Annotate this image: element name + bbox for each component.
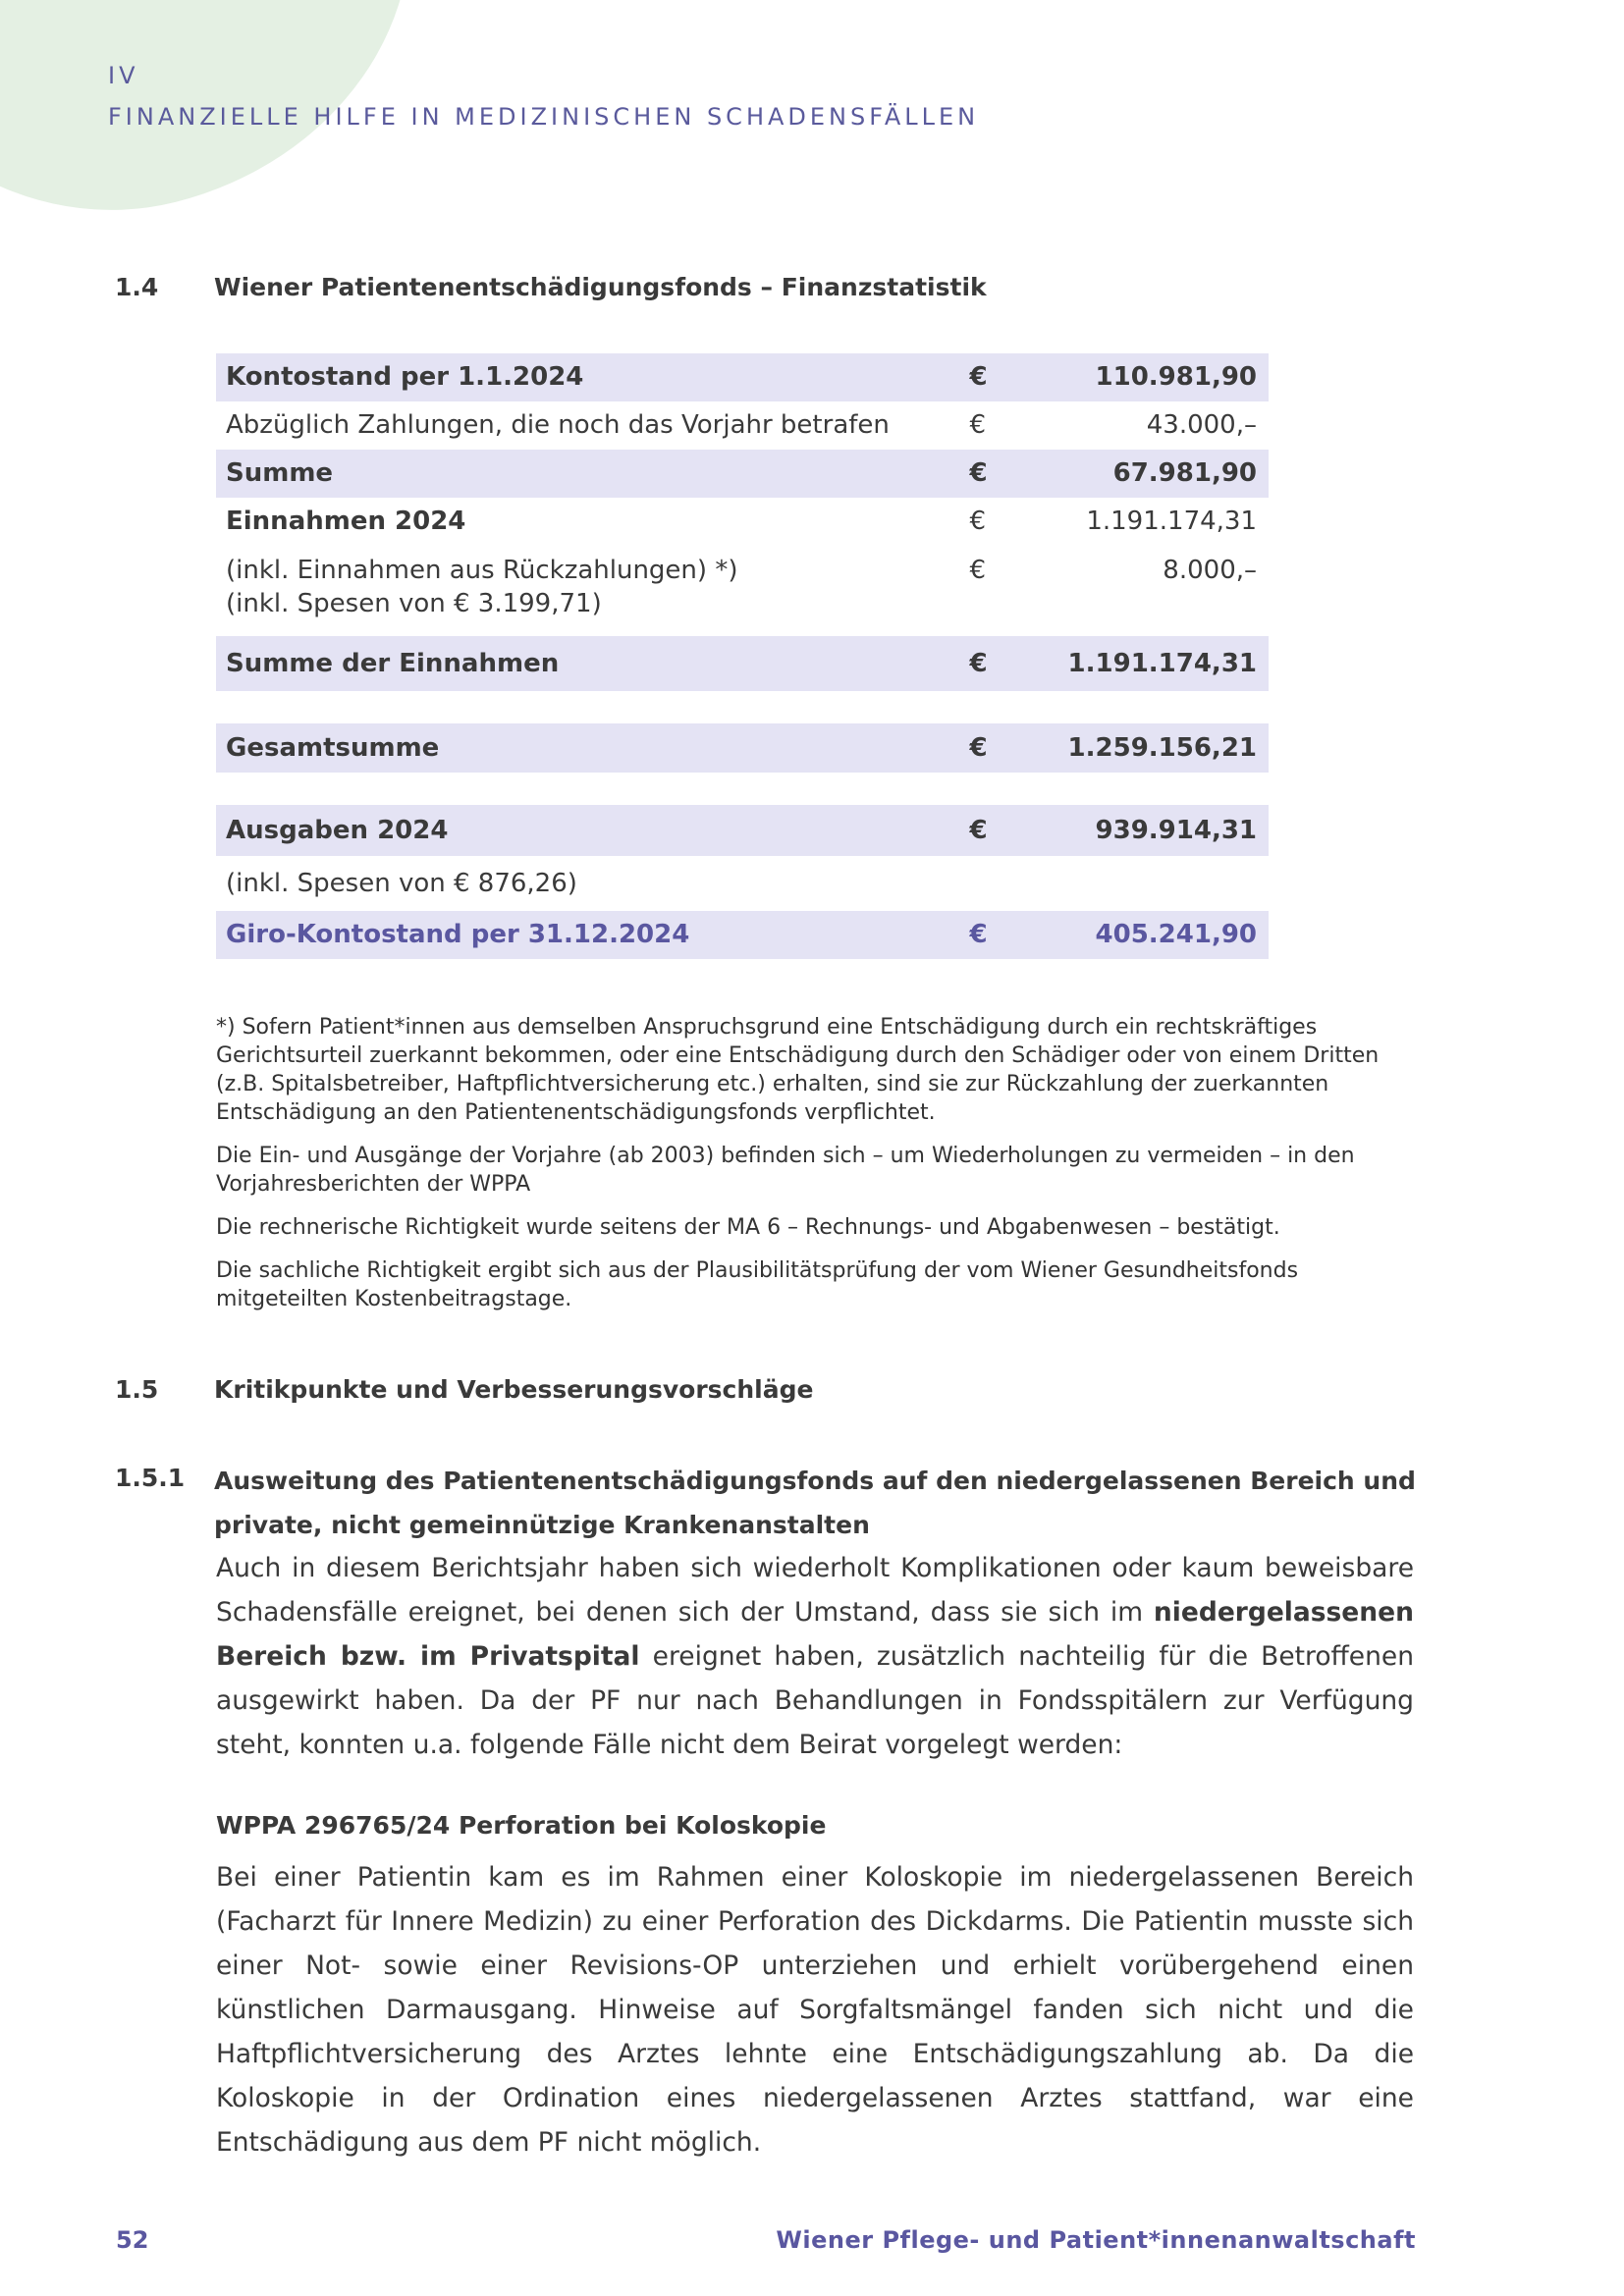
section-title: Kritikpunkte und Verbesserungsvorschläge — [214, 1375, 814, 1404]
table-spacer — [216, 691, 1269, 723]
body-paragraph — [216, 1546, 1414, 1767]
currency-symbol: € — [960, 805, 1058, 856]
currency-symbol: € — [960, 636, 1058, 691]
row-amount: 1.259.156,21 — [1058, 723, 1269, 773]
currency-symbol: € — [960, 723, 1058, 773]
table-row — [216, 723, 1269, 773]
table-row — [216, 450, 1269, 498]
currency-symbol: € — [960, 353, 1058, 401]
paragraph-text: Auch in diesem Berichtsjahr haben sich wiederholt Komplikationen oder kaum beweisbare Schadensfälle ereignet, bei denen sich der Umstand, dass sie sich im — [216, 1553, 1414, 1628]
row-amount: 8.000,– — [1163, 556, 1257, 585]
table-notes — [216, 1013, 1424, 1328]
currency-symbol: € — [960, 450, 1058, 498]
row-amount: 110.981,90 — [1058, 353, 1269, 401]
table-row — [216, 546, 1269, 636]
row-label: (inkl. Spesen von € 876,26) — [226, 869, 577, 898]
row-label: Giro-Kontostand per 31.12.2024 — [216, 911, 960, 959]
row-label: Abzüglich Zahlungen, die noch das Vorjahr betrafen — [226, 410, 890, 440]
subsection-title: Ausweitung des Patientenentschädigungsfonds auf den niedergelassenen Bereich und private, nicht gemeinnützige Krankenanstalten — [214, 1467, 1416, 1539]
paragraph-text: ereignet haben, zusätzlich nachteilig für die Betroffenen ausgewirkt haben. Da der PF nur nach Behandlungen in Fondsspitälern zur Verfügung steht, konnten u.a. folgende Fälle nicht dem Beirat vorgelegt werden: — [216, 1641, 1414, 1760]
section-number: 1.4 — [115, 273, 159, 301]
row-amount: 67.981,90 — [1058, 450, 1269, 498]
table-row — [216, 401, 1269, 450]
currency-symbol: € — [969, 507, 987, 536]
note-paragraph: Die Ein- und Ausgänge der Vorjahre (ab 2003) befinden sich – um Wiederholungen zu vermeiden – in den Vorjahresberichten der WPPA — [216, 1144, 1355, 1197]
case-title: WPPA 296765/24 Perforation bei Koloskopie — [216, 1811, 827, 1840]
row-label: (inkl. Einnahmen aus Rückzahlungen) *) — [226, 556, 738, 585]
row-label: Summe — [216, 450, 960, 498]
finance-table — [216, 353, 1269, 959]
table-row — [216, 353, 1269, 401]
row-label: Einnahmen 2024 — [226, 507, 466, 536]
row-label: Gesamtsumme — [216, 723, 960, 773]
chapter-header — [108, 55, 979, 137]
subsection-number: 1.5.1 — [115, 1464, 186, 1492]
table-row — [216, 498, 1269, 546]
paragraph-emphasis: niedergelassenen Bereich bzw. im Privatspital — [216, 1597, 1414, 1672]
table-row — [216, 856, 1269, 911]
page-number: 52 — [116, 2226, 149, 2254]
row-label: Ausgaben 2024 — [216, 805, 960, 856]
row-amount: 43.000,– — [1146, 410, 1257, 440]
chapter-number: IV — [108, 62, 139, 89]
table-row — [216, 805, 1269, 856]
currency-symbol: € — [960, 911, 1058, 959]
note-paragraph: Die rechnerische Richtigkeit wurde seitens der MA 6 – Rechnungs- und Abgabenwesen – bestätigt. — [216, 1215, 1280, 1240]
currency-symbol: € — [969, 410, 987, 440]
footer-organization: Wiener Pflege- und Patient*innenanwaltschaft — [776, 2226, 1416, 2254]
table-row-final-balance — [216, 911, 1269, 959]
row-label-secondary: (inkl. Spesen von € 3.199,71) — [226, 589, 602, 618]
row-amount: 405.241,90 — [1058, 911, 1269, 959]
row-label-multiline — [216, 546, 960, 636]
section-number: 1.5 — [115, 1375, 159, 1404]
table-spacer — [216, 773, 1269, 805]
row-label: Kontostand per 1.1.2024 — [216, 353, 960, 401]
footnote: *) Sofern Patient*innen aus demselben Anspruchsgrund eine Entschädigung durch ein rechtskräftiges Gerichtsurteil zuerkannt bekommen, oder eine Entschädigung durch den Schädiger oder von einem Dritten (z.B. Spitalsbetreiber, Haftpflichtversicherung etc.) erhalten, sind sie zur Rückzahlung der zuerkannten Entschädigung an den Patientenentschädigungsfonds verpflichtet. — [216, 1015, 1380, 1125]
table-row — [216, 636, 1269, 691]
chapter-title: FINANZIELLE HILFE IN MEDIZINISCHEN SCHADENSFÄLLEN — [108, 103, 980, 131]
row-amount: 939.914,31 — [1058, 805, 1269, 856]
row-amount: 1.191.174,31 — [1058, 636, 1269, 691]
note-paragraph: Die sachliche Richtigkeit ergibt sich aus der Plausibilitätsprüfung der vom Wiener Gesundheitsfonds mitgeteilten Kostenbeitragstage. — [216, 1258, 1299, 1311]
currency-symbol: € — [969, 556, 987, 585]
case-description: Bei einer Patientin kam es im Rahmen einer Koloskopie im niedergelassenen Bereich (Facharzt für Innere Medizin) zu einer Perforation des Dickdarms. Die Patientin musste sich einer Not- sowie einer Revisions-OP unterziehen und erhielt vorübergehend einen künstlichen Darmausgang. Hinweise auf Sorgfaltsmängel fanden sich nicht und die Haftpflichtversicherung des Arztes lehnte eine Entschädigungszahlung ab. Da die Koloskopie in der Ordination eines niedergelassenen Arztes stattfand, war eine Entschädigung aus dem PF nicht möglich. — [216, 1862, 1414, 2158]
row-label: Summe der Einnahmen — [216, 636, 960, 691]
section-title: Wiener Patientenentschädigungsfonds – Finanzstatistik — [214, 273, 987, 301]
row-amount: 1.191.174,31 — [1086, 507, 1257, 536]
